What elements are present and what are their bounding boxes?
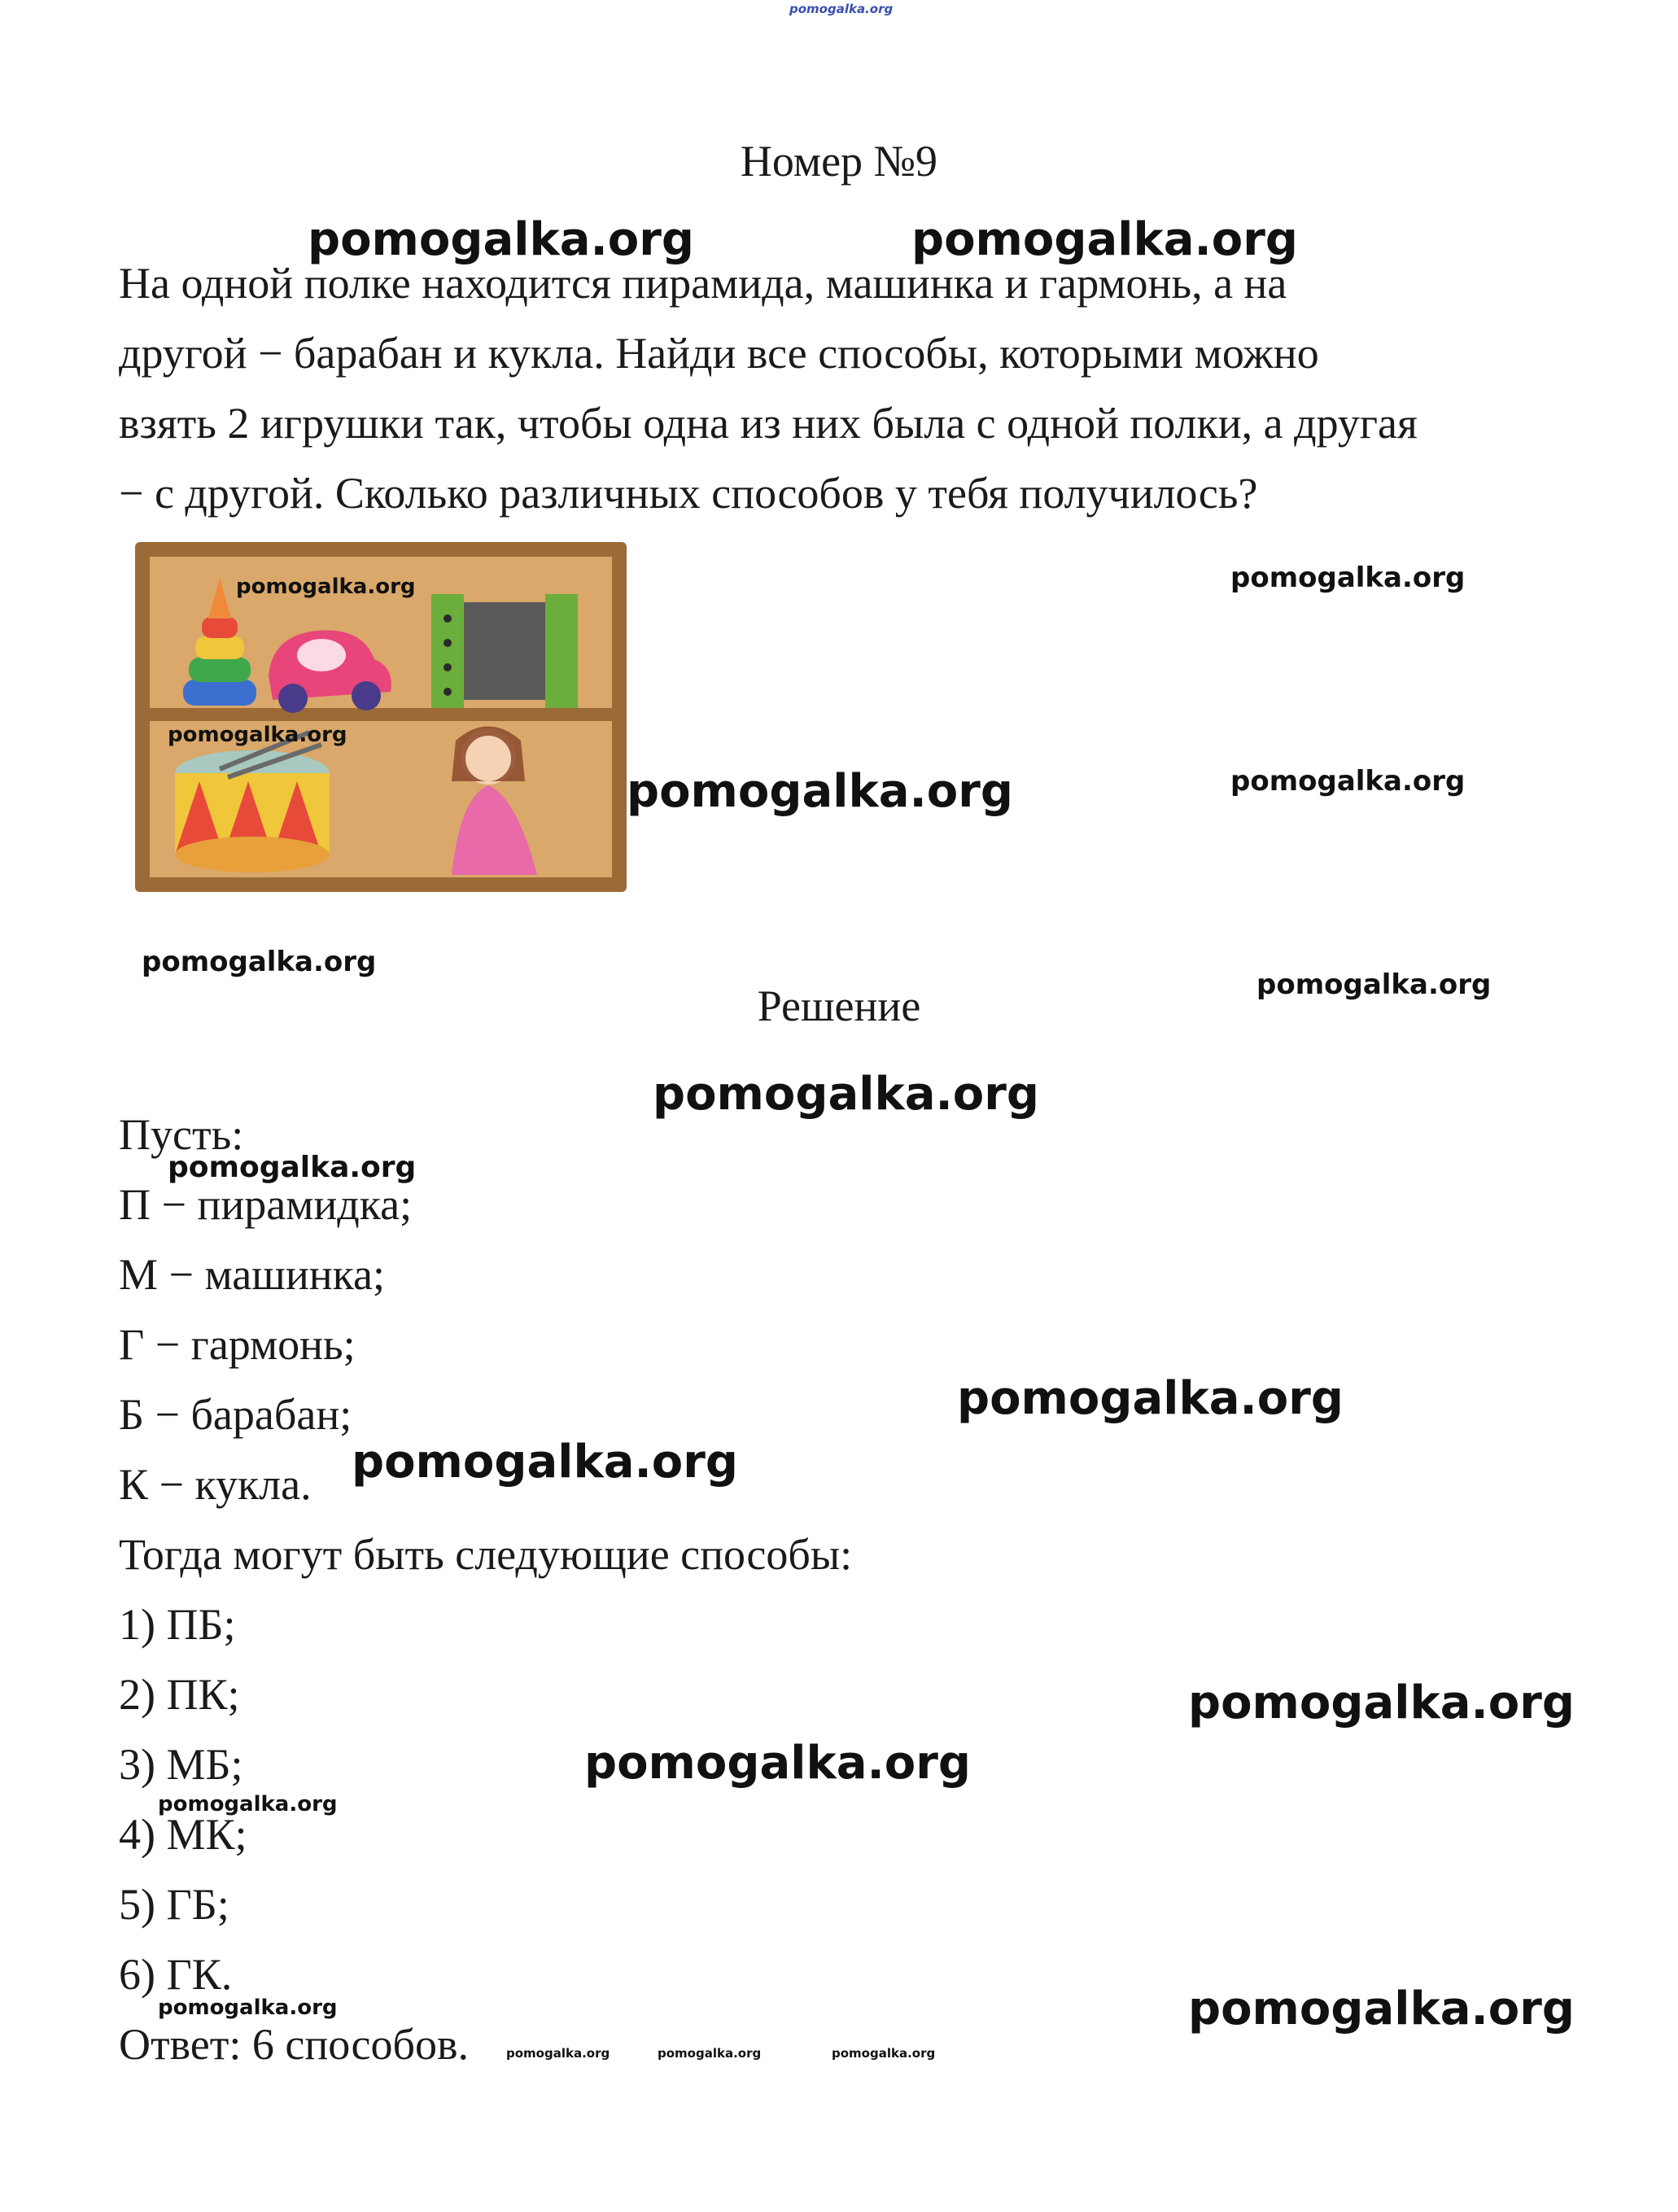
way-5: 5) ГБ; (119, 1880, 229, 1929)
watermark: pomogalka.org (142, 946, 377, 978)
watermark: pomogalka.org (168, 1151, 417, 1184)
top-watermark-link[interactable]: pomogalka.org (789, 2, 894, 16)
watermark: pomogalka.org (627, 765, 1013, 818)
watermark: pomogalka.org (911, 213, 1298, 266)
watermark: pomogalka.org (158, 1792, 338, 1816)
task-title: Номер №9 (740, 137, 938, 186)
way-3: 3) МБ; (119, 1740, 243, 1789)
watermark: pomogalka.org (236, 575, 416, 599)
watermark: pomogalka.org (352, 1436, 738, 1489)
shelf-board (150, 708, 612, 721)
task-line-2: другой − барабан и кукла. Найди все способы, которыми можно (119, 329, 1319, 378)
watermark: pomogalka.org (1230, 765, 1466, 798)
watermark: pomogalka.org (158, 1996, 338, 2020)
task-line-1: На одной полке находится пирамида, машинка и гармонь, а на (119, 259, 1287, 308)
solution-intro: Пусть: (119, 1110, 244, 1159)
definition-5: К − кукла. (119, 1460, 312, 1509)
watermark: pomogalka.org (1188, 1982, 1575, 2035)
watermark: pomogalka.org (1230, 562, 1466, 594)
way-2: 2) ПК; (119, 1670, 240, 1719)
watermark: pomogalka.org (832, 2046, 936, 2061)
watermark: pomogalka.org (957, 1372, 1344, 1425)
definition-2: М − машинка; (119, 1250, 386, 1299)
answer: Ответ: 6 способов. (119, 2020, 469, 2069)
ways-intro: Тогда могут быть следующие способы: (119, 1530, 853, 1579)
way-1: 1) ПБ; (119, 1600, 236, 1649)
watermark: pomogalka.org (308, 213, 694, 266)
definition-4: Б − барабан; (119, 1390, 352, 1439)
task-line-3: взять 2 игрушки так, чтобы одна из них была с одной полки, а другая (119, 399, 1418, 448)
watermark: pomogalka.org (1188, 1676, 1575, 1729)
task-line-4: − с другой. Сколько различных способов у тебя получилось? (119, 469, 1258, 518)
accordion-toy (431, 594, 578, 708)
watermark: pomogalka.org (584, 1737, 971, 1790)
way-4: 4) МК; (119, 1810, 247, 1859)
way-6: 6) ГК. (119, 1950, 233, 1999)
definition-3: Г − гармонь; (119, 1320, 356, 1369)
watermark: pomogalka.org (506, 2046, 610, 2061)
watermark: pomogalka.org (1256, 968, 1492, 1001)
watermark: pomogalka.org (653, 1068, 1039, 1121)
definition-1: П − пирамидка; (119, 1180, 413, 1229)
watermark: pomogalka.org (658, 2046, 762, 2061)
solution-title: Решение (757, 981, 921, 1030)
watermark: pomogalka.org (168, 723, 347, 747)
